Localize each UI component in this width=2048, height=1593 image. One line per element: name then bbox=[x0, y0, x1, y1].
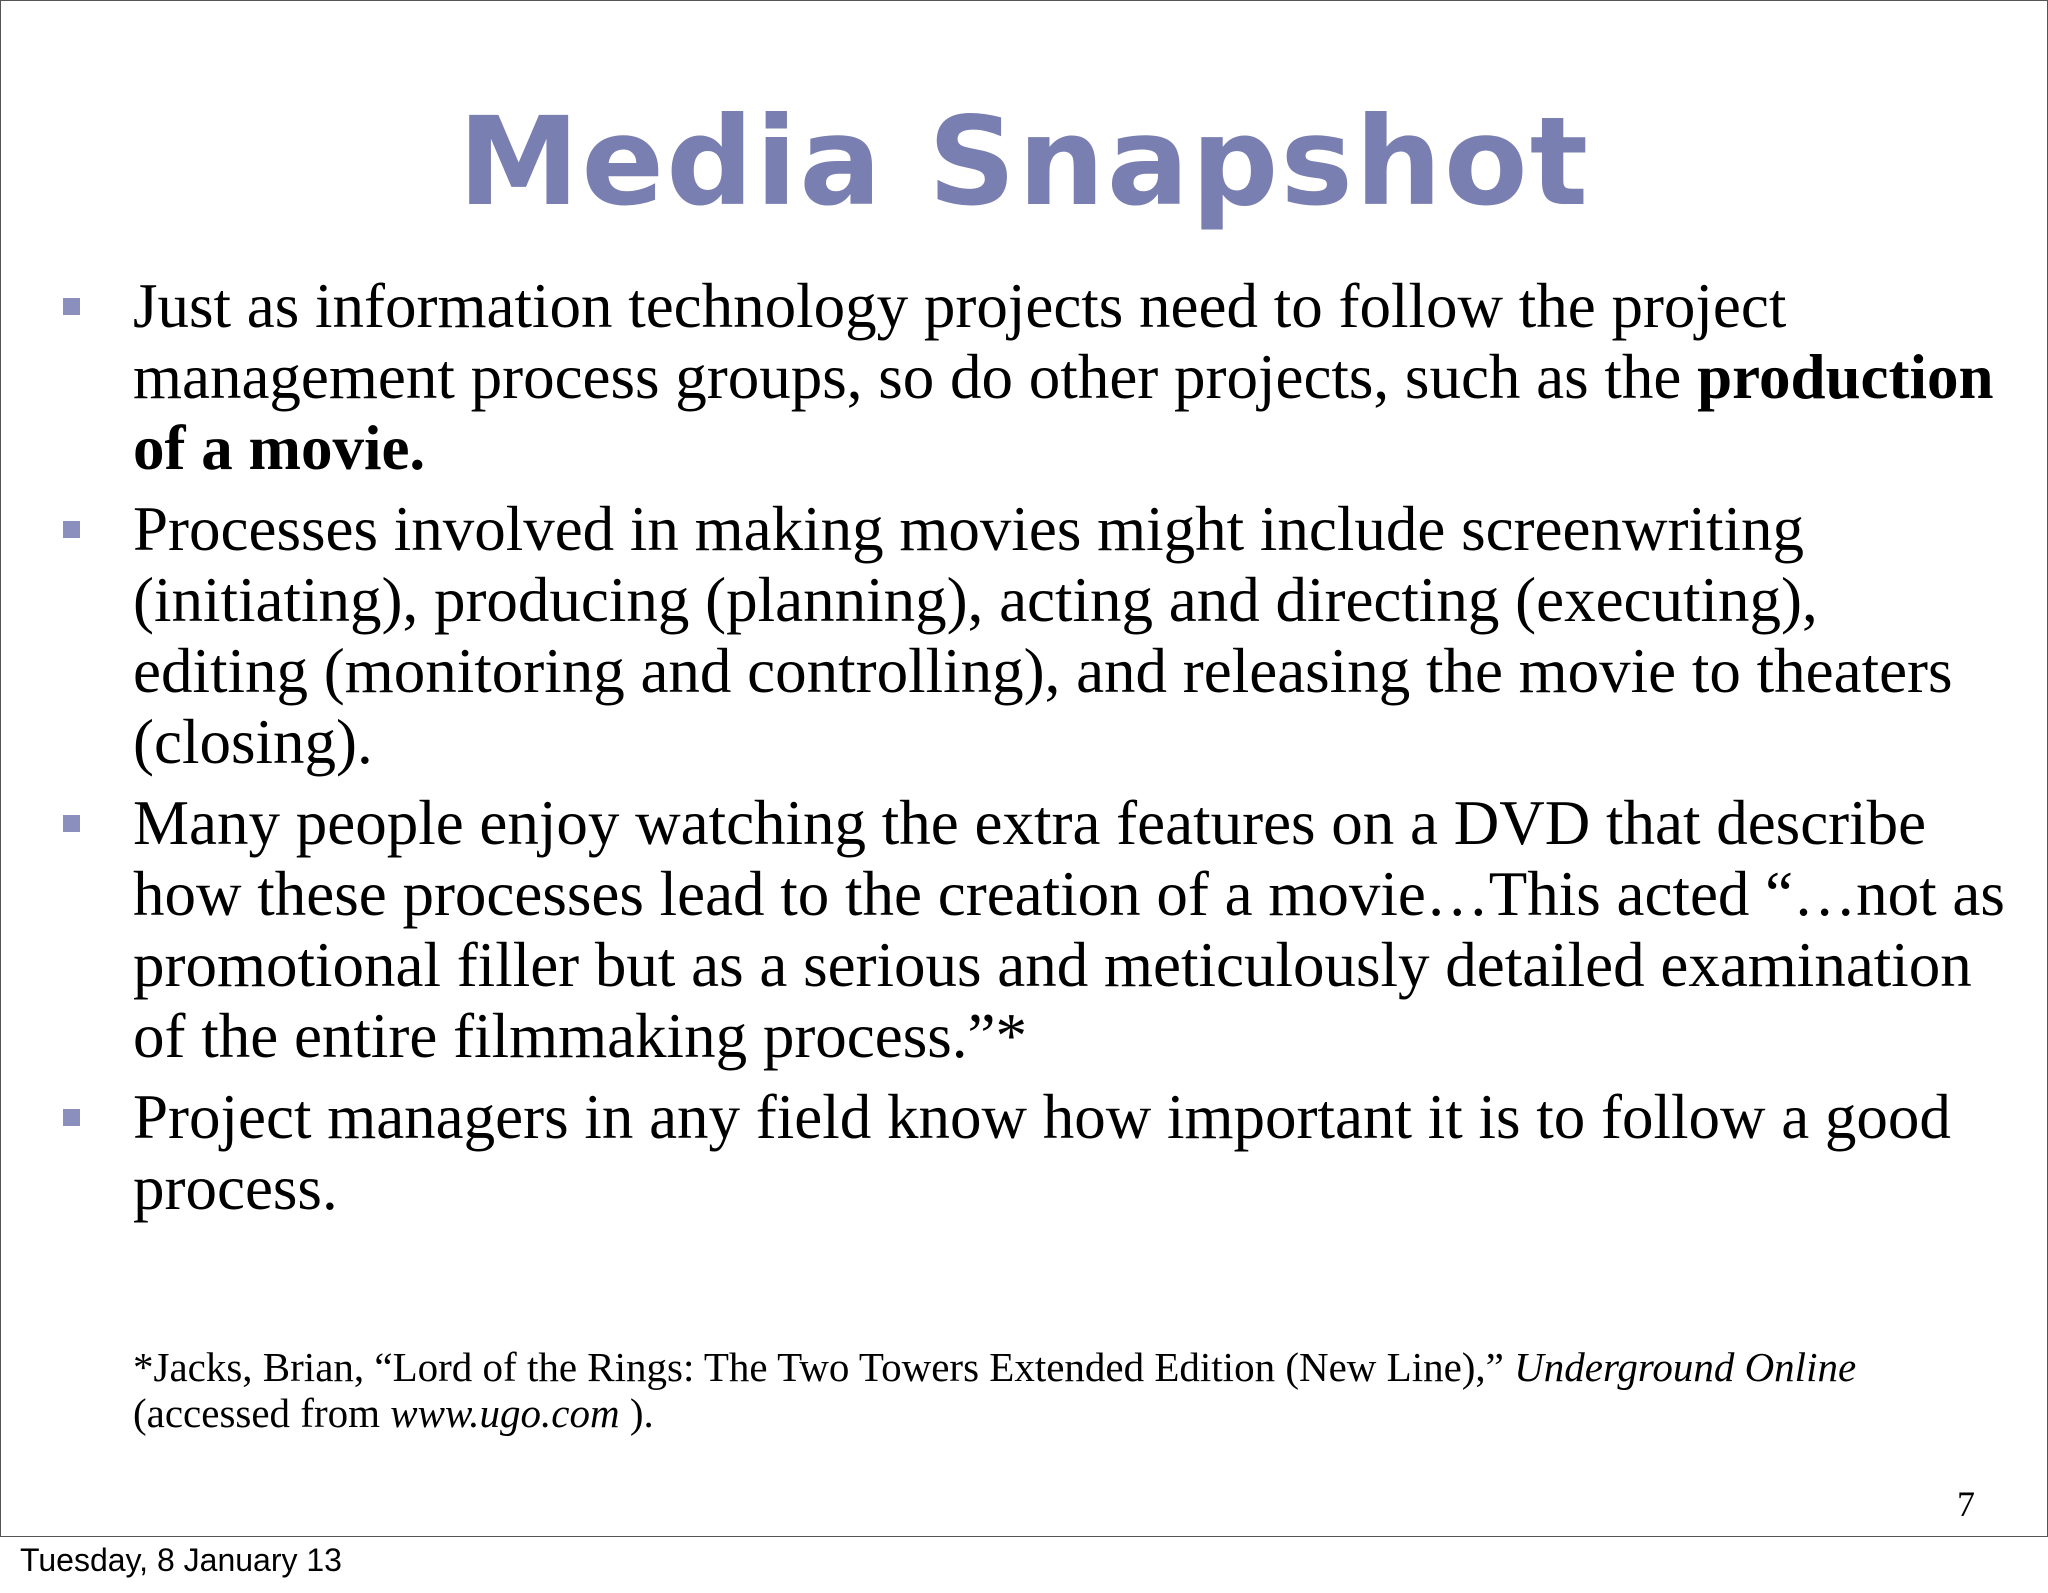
footnote bbox=[133, 1344, 1933, 1436]
bullet-text: Just as information technology projects need to follow the project management process groups, so do other projects, such as the bbox=[133, 271, 1787, 412]
square-bullet-icon bbox=[63, 298, 80, 315]
bullet-text: Project managers in any field know how important it is to follow a good process. bbox=[133, 1082, 1951, 1223]
square-bullet-icon bbox=[63, 1109, 80, 1126]
footnote-suffix: ). bbox=[619, 1390, 654, 1436]
footnote-publication: Underground Online bbox=[1514, 1344, 1857, 1390]
footnote-prefix: *Jacks, Brian, “Lord of the Rings: The Two Towers Extended Edition (New Line),” bbox=[133, 1344, 1515, 1390]
bullet-item bbox=[57, 1082, 2007, 1224]
bullet-list bbox=[57, 271, 2007, 1234]
square-bullet-icon bbox=[63, 815, 80, 832]
page-number: 7 bbox=[1957, 1484, 1975, 1524]
bullet-text: Many people enjoy watching the extra features on a DVD that describe how these processes lead to the creation of a movie…This acted “…not as promotional filler but as a serious and meticulously detailed examination of the entire filmmaking process.”* bbox=[133, 788, 2005, 1071]
bullet-item bbox=[57, 494, 2007, 778]
bullet-item bbox=[57, 271, 2007, 484]
bullet-bold-text: production of a movie. bbox=[133, 342, 1994, 483]
square-bullet-icon bbox=[63, 521, 80, 538]
footnote-url: www.ugo.com bbox=[390, 1390, 620, 1436]
slide-title: Media Snapshot bbox=[457, 91, 1591, 233]
footnote-middle: (accessed from bbox=[133, 1390, 391, 1436]
date-footer: Tuesday, 8 January 13 bbox=[20, 1542, 342, 1578]
bullet-text: Processes involved in making movies might include screenwriting (initiating), producing (planning), acting and directing (executing), editing (monitoring and controlling), and releasing the movie to theaters (closing). bbox=[133, 494, 1953, 777]
bullet-item bbox=[57, 788, 2007, 1072]
